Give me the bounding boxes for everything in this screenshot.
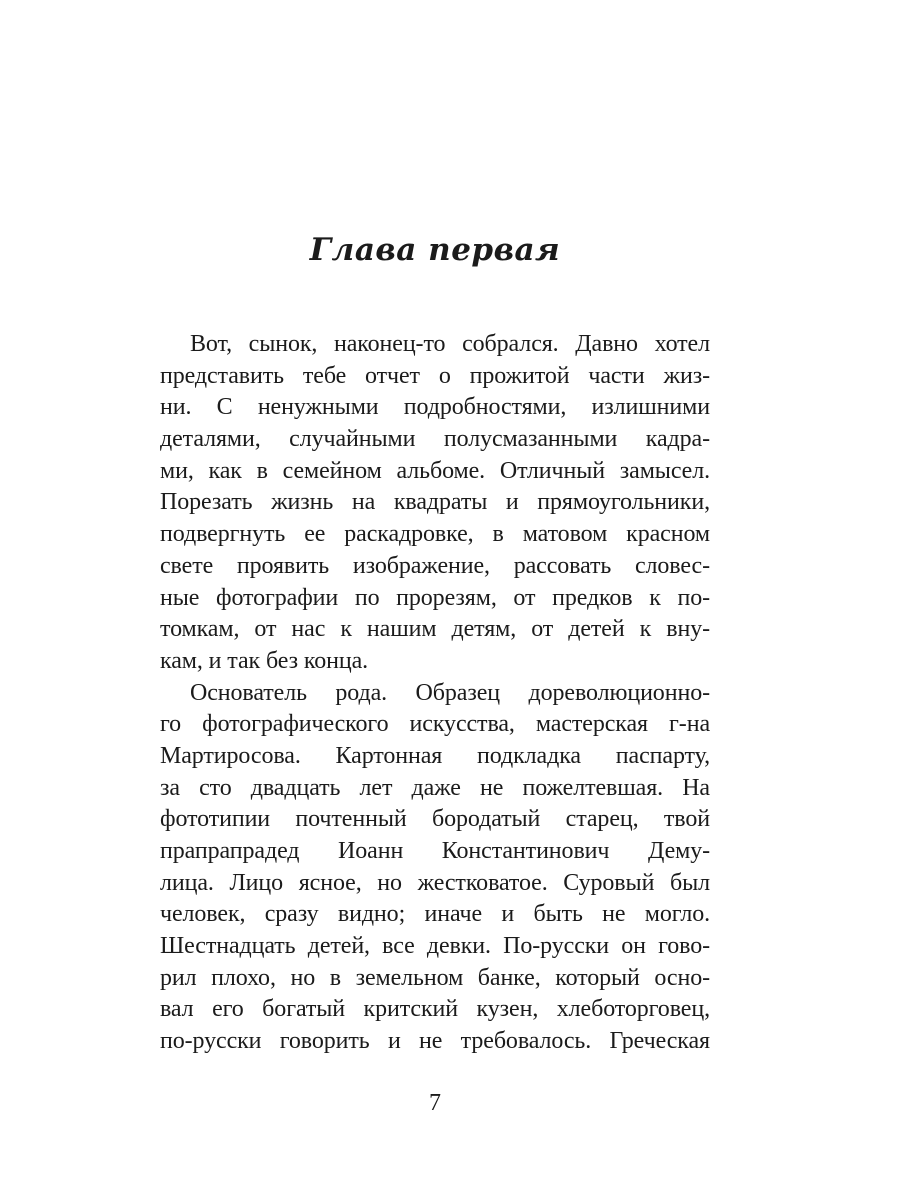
text-line: подвергнуть ее раскадровке, в матовом красном	[160, 521, 710, 548]
text-line: томкам, от нас к нашим детям, от детей к вну-	[160, 616, 710, 643]
text-line: свете проявить изображение, рассовать словес-	[160, 552, 710, 579]
text-line: прапрапрадед Иоанн Константинович Дему-	[160, 838, 710, 864]
text-line: Вот, сынок, наконец-то собрался. Давно хотел	[190, 331, 710, 357]
text-line: ни. С ненужными подробностями, излишними	[160, 394, 710, 421]
text-line: кам, и так без конца.	[160, 647, 369, 674]
text-line: по-русски говорить и не требовалось. Греческая	[160, 1028, 710, 1055]
text-line: за сто двадцать лет даже не пожелтевшая. На	[160, 774, 710, 801]
text-line: деталями, случайными полусмазанными кадра-	[160, 426, 710, 453]
text-line: Порезать жизнь на квадраты и прямоугольники,	[160, 489, 710, 516]
text-line: Шестнадцать детей, все девки. По-русски он гово-	[160, 933, 710, 960]
text-line: ми, как в семейном альбоме. Отличный замысел.	[160, 457, 710, 484]
text-line: вал его богатый критский кузен, хлеботорговец,	[160, 996, 710, 1023]
page-number: 7	[429, 1090, 441, 1116]
body-text	[160, 329, 710, 1058]
text-line: человек, сразу видно; иначе и быть не могло.	[160, 901, 710, 928]
text-line: лица. Лицо ясное, но жестковатое. Суровый был	[160, 869, 710, 896]
text-line: рил плохо, но в земельном банке, который осно-	[160, 964, 710, 991]
text-line: фототипии почтенный бородатый старец, твой	[160, 806, 710, 833]
text-line: ные фотографии по прорезям, от предков к по-	[160, 584, 710, 611]
text-line: го фотографического искусства, мастерская г-на	[160, 711, 710, 738]
text-line: Основатель рода. Образец дореволюционно-	[190, 679, 710, 706]
text-line: Мартиросова. Картонная подкладка паспарту,	[160, 742, 710, 769]
text-line: представить тебе отчет о прожитой части жиз-	[160, 362, 710, 389]
chapter-title: Глава первая	[309, 232, 561, 268]
